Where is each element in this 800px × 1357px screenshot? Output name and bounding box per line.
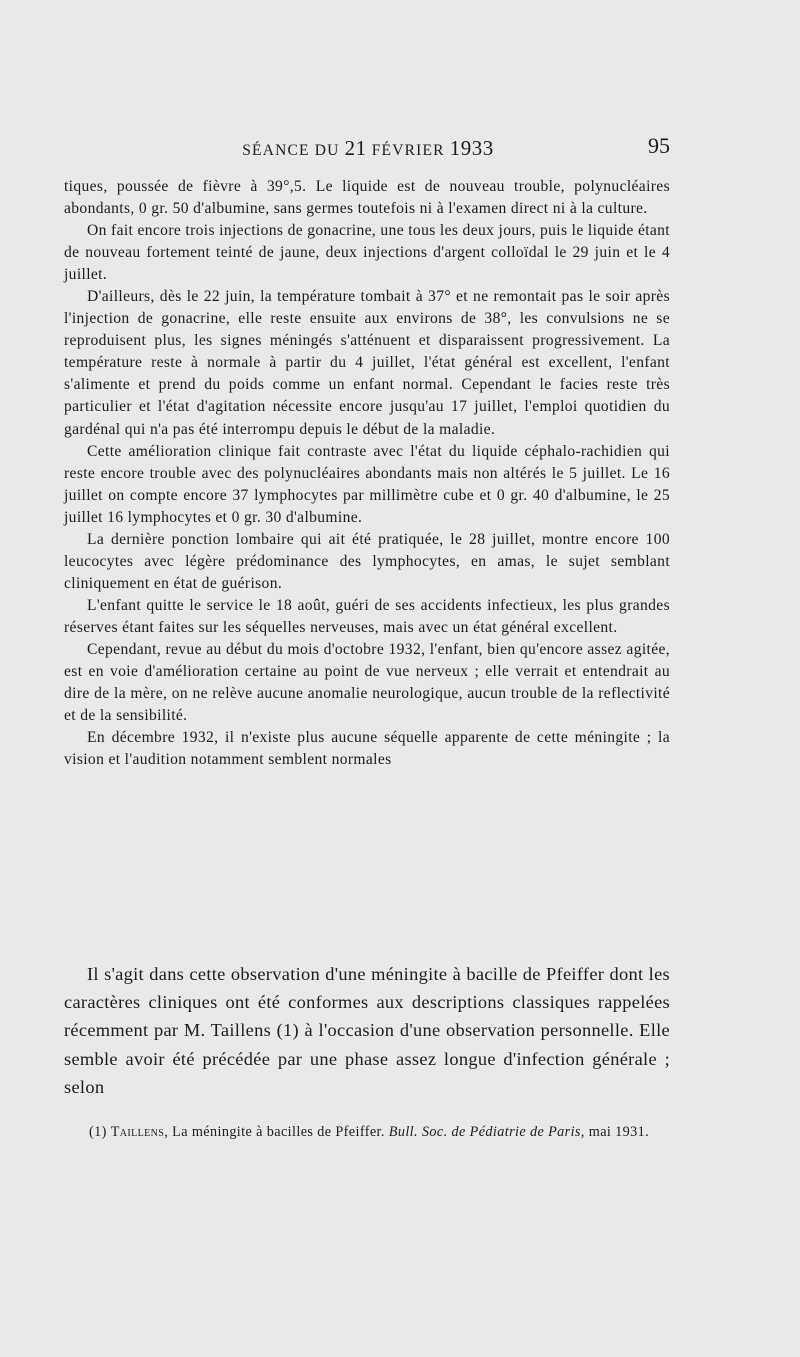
page-header	[66, 132, 670, 162]
running-head-year: 1933	[449, 136, 494, 160]
paragraph: La dernière ponction lombaire qui ait été pratiquée, le 28 juillet, montre encore 100 leucocytes avec légère prédominance des lymphocytes, en amas, le sujet semblant cliniquement en état de guérison.	[64, 530, 670, 592]
paragraph: On fait encore trois injections de gonacrine, une tous les deux jours, puis le liquide étant de nouveau fortement teinté de jaune, deux injections d'argent colloïdal le 29 juin et le 4 juillet.	[64, 222, 670, 284]
footnote-author: Taillens,	[110, 1124, 169, 1140]
paragraph: Cette amélioration clinique fait contraste avec l'état du liquide céphalo-rachidien qui reste encore trouble avec des polynucléaires abondants mais non altérés le 5 juillet. Le 16 juillet on compte encore 37 lymphocytes par millimètre cube et 0 gr. 40 d'albumine, le 25 juillet 16 lymphocytes et 0 gr. 30 d'albumine.	[64, 442, 670, 526]
paragraph: L'enfant quitte le service le 18 août, guéri de ses accidents infectieux, les plus grandes réserves étant faites sur les séquelles nerveuses, mais avec un état général excellent.	[64, 596, 670, 636]
paragraph: En décembre 1932, il n'existe plus aucune séquelle apparente de cette méningite ; la vision et l'audition notamment semblent normales	[64, 729, 670, 769]
running-head-prefix: SÉANCE DU	[242, 142, 340, 159]
running-head	[66, 136, 670, 161]
running-head-day: 21	[344, 136, 367, 160]
case-report-text	[64, 176, 670, 771]
paragraph: Cependant, revue au début du mois d'octobre 1932, l'enfant, bien qu'encore assez agitée, est en voie d'amélioration certaine au point de vue nerveux ; elle verrait et entendrait au dire de la mère, on ne relève aucune anomalie neurologique, aucun trouble de la reflectivité et de la sensibilité.	[64, 640, 670, 725]
running-head-month: FÉVRIER	[371, 142, 445, 159]
footnote	[66, 1123, 670, 1143]
footnote-title: La méningite à bacilles de Pfeiffer.	[172, 1124, 385, 1140]
paragraph: Il s'agit dans cette observation d'une méningite à bacille de Pfeiffer dont les caractères cliniques ont été conformes aux descriptions classiques rappelées récemment par M. Taillens (1) à l'occasion d'une observation personnelle. Elle semble avoir été précédée par une phase assez longue d'infection générale ; selon	[64, 964, 670, 1097]
footnote-journal: Bull. Soc. de Pédiatrie de Paris,	[388, 1124, 585, 1140]
footnote-marker: (1)	[89, 1124, 107, 1140]
paragraph: D'ailleurs, dès le 22 juin, la température tombait à 37° et ne remontait pas le soir après l'injection de gonacrine, elle reste ensuite aux environs de 38°, les convulsions ne se reproduisent plus, les signes méningés s'atténuent et disparaissent progressivement. La température reste à normale à partir du 4 juillet, l'état général est excellent, l'enfant s'alimente et prend du poids comme un enfant normal. Cependant le facies reste très particulier et l'état d'agitation nécessite encore jusqu'au 17 juillet, l'emploi quotidien du gardénal qui n'a pas été interrompu depuis le début de la maladie.	[64, 288, 670, 438]
page-number: 95	[648, 133, 670, 158]
footnote-date: mai 1931.	[588, 1124, 650, 1140]
paragraph: tiques, poussée de fièvre à 39°,5. Le liquide est de nouveau trouble, polynucléaires abondants, 0 gr. 50 d'albumine, sans germes toutefois ni à l'examen direct ni à la culture.	[64, 178, 670, 218]
discussion-text	[64, 960, 670, 1101]
